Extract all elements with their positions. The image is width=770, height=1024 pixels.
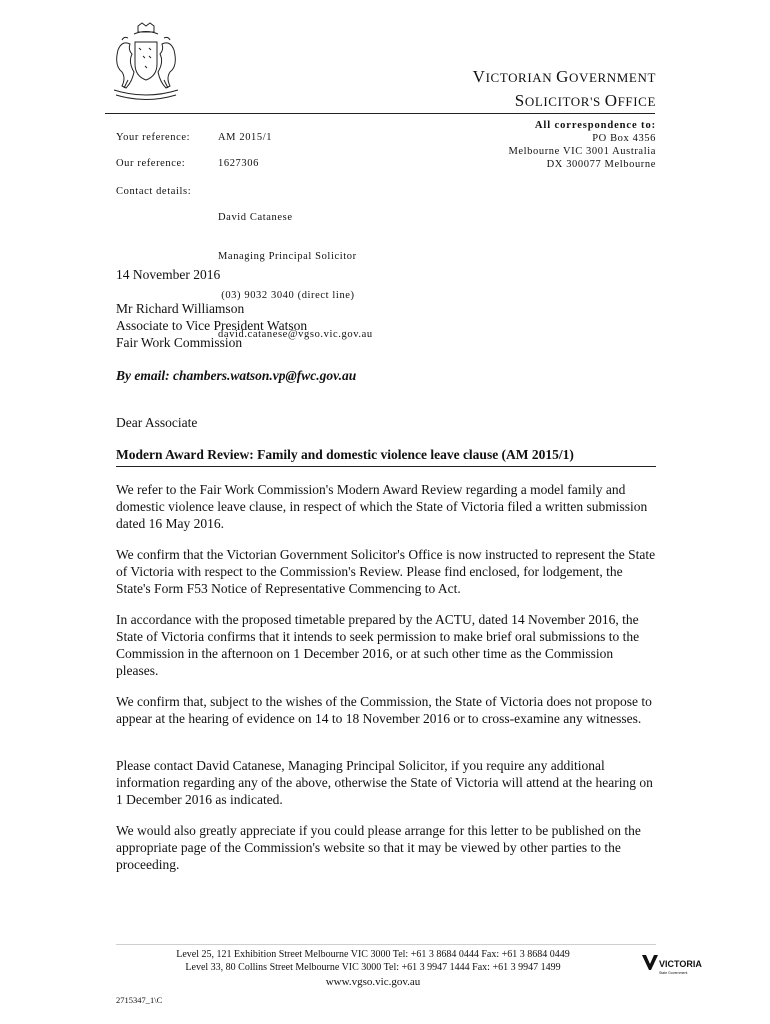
svg-text:State Government: State Government	[659, 971, 688, 975]
paragraph-2: We confirm that the Victorian Government Solicitor's Office is now instructed to represent the State of Victoria with respect to the Commission's Review. Please find enclosed, for lodgement, the State's Form F53 Notice of Representative Commencing to Act.	[116, 547, 656, 596]
recipient-role: Associate to Vice President Watson	[116, 318, 308, 333]
correspondence-dx: DX 300077 Melbourne	[546, 159, 656, 170]
our-reference-label: Our reference:	[116, 158, 186, 169]
coat-of-arms-icon	[108, 22, 184, 106]
contact-details-label: Contact details:	[116, 186, 192, 197]
delivery-method: By email: chambers.watson.vp@fwc.gov.au	[116, 368, 357, 383]
footer-address-1: Level 25, 121 Exhibition Street Melbourne VIC 3000 Tel: +61 3 8684 0444 Fax: +61 3 8684 0449	[176, 949, 570, 960]
document-id: 2715347_1\C	[116, 995, 163, 1005]
footer-divider	[116, 944, 656, 945]
contact-title: Managing Principal Solicitor	[218, 251, 357, 262]
recipient-name: Mr Richard Williamson	[116, 301, 245, 316]
correspondence-heading: All correspondence to:	[534, 120, 656, 131]
contact-name: David Catanese	[218, 212, 293, 223]
office-title-line1: VICTORIAN GOVERNMENT	[472, 67, 656, 86]
letter-date: 14 November 2016	[116, 267, 221, 282]
paragraph-1: We refer to the Fair Work Commission's Modern Award Review regarding a model family and domestic violence leave clause, in respect of which the State of Victoria filed a written submission dated 16 May 2016.	[116, 482, 648, 531]
paragraph-4: We confirm that, subject to the wishes of the Commission, the State of Victoria does not propose to appear at the hearing of evidence on 14 to 18 November 2016 or to cross-examine any witnesses.	[116, 694, 652, 726]
office-title-line2: SOLICITOR'S OFFICE	[514, 91, 656, 110]
contact-email[interactable]: david.catanese@vgso.vic.gov.au	[218, 329, 373, 340]
your-reference-value: AM 2015/1	[218, 132, 273, 143]
recipient-block	[116, 300, 658, 351]
victoria-logo-icon	[642, 955, 702, 981]
recipient-organisation: Fair Work Commission	[116, 335, 243, 350]
our-reference-value: 1627306	[218, 158, 259, 169]
contact-phone: (03) 9032 3040 (direct line)	[218, 290, 355, 301]
paragraph-6: We would also greatly appreciate if you could please arrange for this letter to be published on the appropriate page of the Commission's website so that it may be viewed by other parties to the proceeding.	[116, 823, 641, 872]
subject-heading: Modern Award Review: Family and domestic violence leave clause (AM 2015/1)	[116, 446, 656, 467]
footer-address-2: Level 33, 80 Collins Street Melbourne VIC 3000 Tel: +61 3 9947 1444 Fax: +61 3 9947 1499	[185, 962, 561, 973]
svg-text:VICTORIA: VICTORIA	[659, 959, 702, 969]
paragraph-5: Please contact David Catanese, Managing Principal Solicitor, if you require any additional information regarding any of the above, otherwise the State of Victoria will attend at the hearing on 1 December 2016 as indicated.	[116, 758, 653, 807]
salutation: Dear Associate	[116, 415, 198, 430]
correspondence-city: Melbourne VIC 3001 Australia	[508, 146, 656, 157]
footer-website[interactable]: www.vgso.vic.gov.au	[325, 976, 421, 988]
correspondence-po-box: PO Box 4356	[592, 133, 656, 144]
title-divider	[105, 113, 655, 114]
paragraph-3: In accordance with the proposed timetable prepared by the ACTU, dated 14 November 2016, the State of Victoria confirms that it intends to seek permission to make brief oral submissions to the Commission in the afternoon on 1 December 2016, or at such other time as the Commission pleases.	[116, 612, 640, 678]
correspondence-block	[508, 119, 656, 171]
your-reference-label: Your reference:	[116, 132, 191, 143]
